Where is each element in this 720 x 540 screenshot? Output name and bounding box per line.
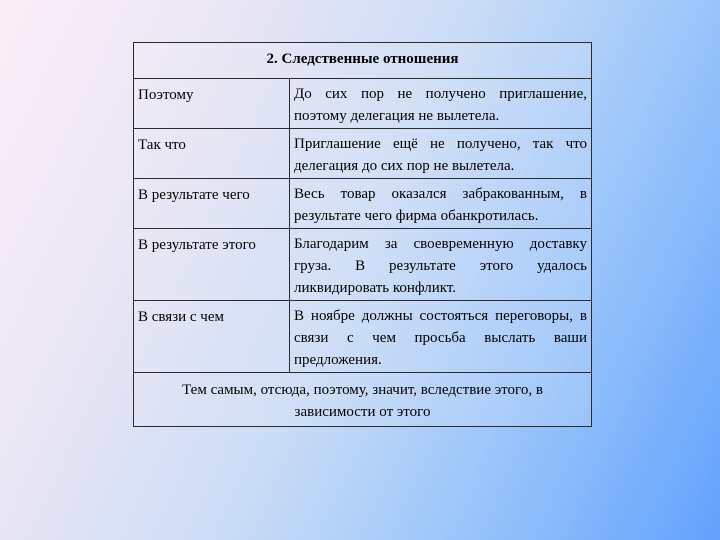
connector-label: Так что [134,129,290,179]
example-text: В ноябре должны состояться переговоры, в связи с чем просьба выслать ваши предложения. [290,301,592,373]
table-footer-row [134,373,592,427]
relations-table [133,42,592,427]
example-text: Приглашение ещё не получено, так что делегация до сих пор не вылетела. [290,129,592,179]
table-footer: Тем самым, отсюда, поэтому, значит, вследствие этого, в зависимости от этого [134,373,592,427]
table-header-row [134,43,592,79]
example-text: Благодарим за своевременную доставку груза. В результате этого удалось ликвидировать конфликт. [290,229,592,301]
example-text: Весь товар оказался забракованным, в результате чего фирма обанкротилась. [290,179,592,229]
connector-label: В результате чего [134,179,290,229]
table-row [134,229,592,301]
table-row [134,301,592,373]
table-title: 2. Следственные отношения [134,43,592,79]
connector-label: Поэтому [134,79,290,129]
table-row [134,129,592,179]
connector-label: В результате этого [134,229,290,301]
table-row [134,179,592,229]
example-text: До сих пор не получено приглашение, поэтому делегация не вылетела. [290,79,592,129]
table-row [134,79,592,129]
connector-label: В связи с чем [134,301,290,373]
